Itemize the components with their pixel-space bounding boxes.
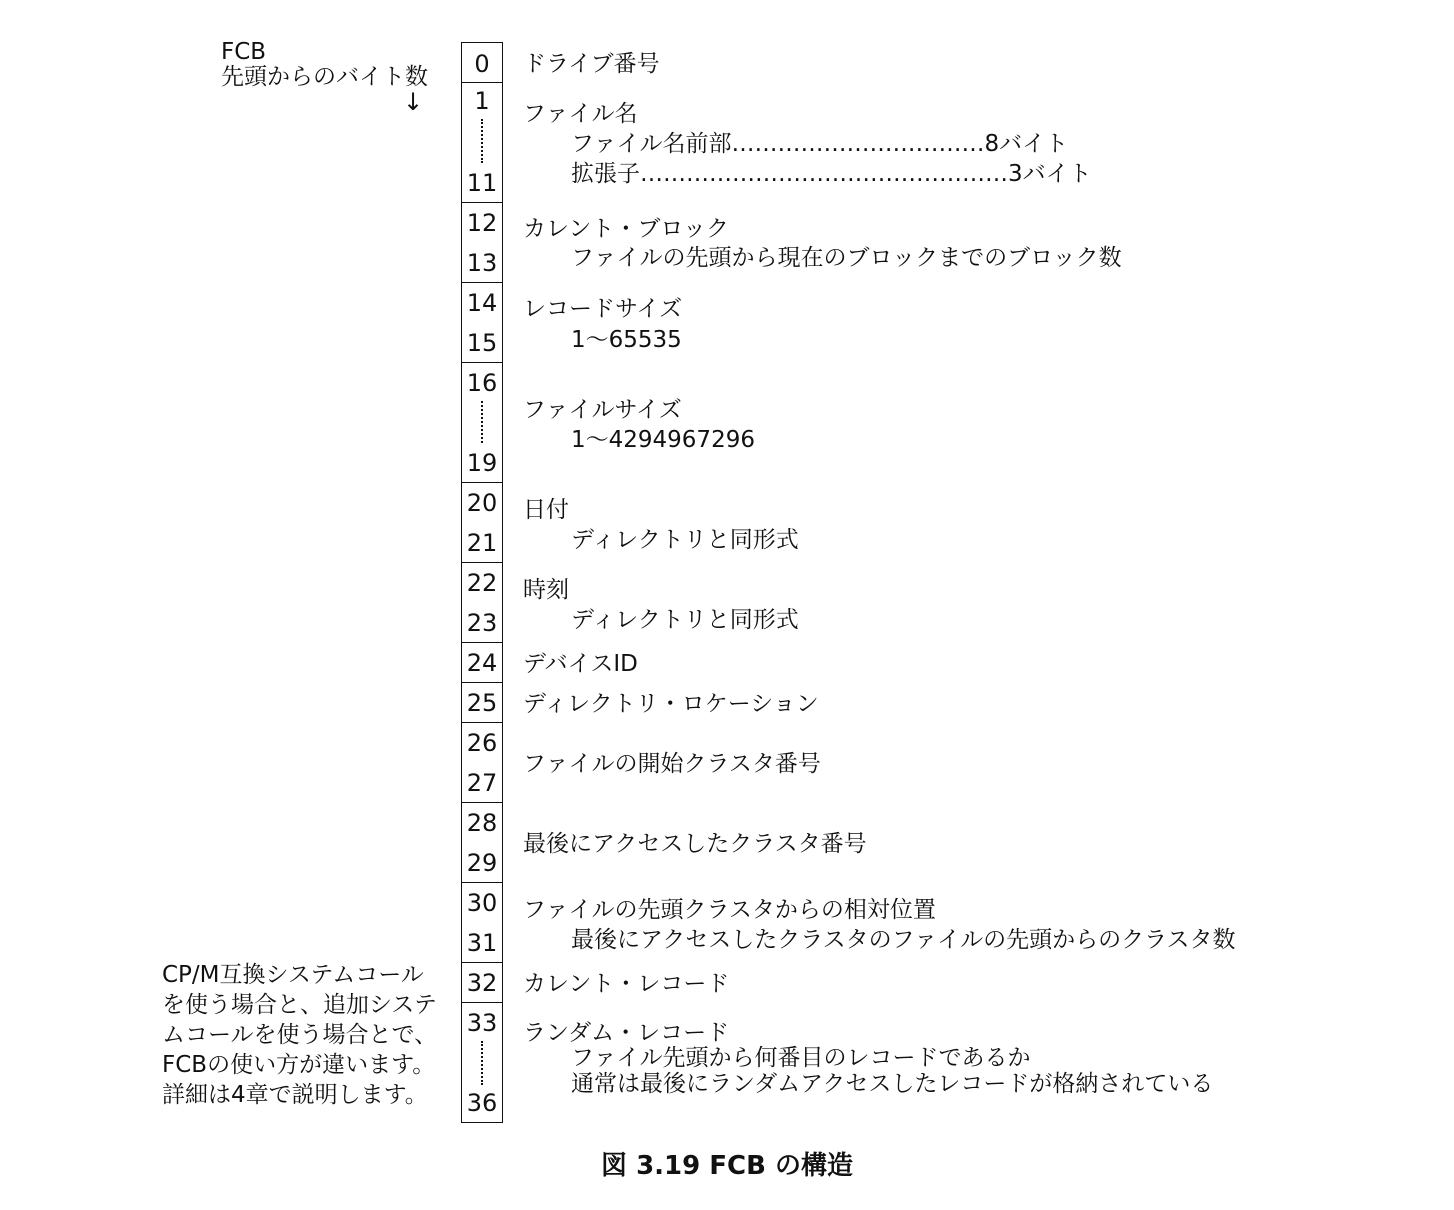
fcb-offset-column [461, 42, 503, 1123]
offset-label: 32 [466, 969, 498, 997]
range-dots [481, 401, 483, 443]
field-filename-title: ファイル名 [523, 101, 638, 127]
field-file-size-desc: 1〜4294967296 [571, 427, 755, 453]
note-line: CP/M互換システムコール [162, 962, 424, 988]
offset-label: 22 [466, 569, 498, 597]
offset-label: 33 [466, 1009, 498, 1037]
note-line: FCBの使い方が違います。 [162, 1052, 436, 1078]
block-file-size [462, 363, 502, 483]
field-current-block-title: カレント・ブロック [523, 216, 729, 242]
block-random-record [462, 1003, 502, 1123]
offset-label: 20 [466, 489, 498, 517]
field-current-record-title: カレント・レコード [523, 971, 730, 997]
offset-label: 16 [466, 369, 498, 397]
offset-label: 11 [466, 169, 498, 197]
block-date [462, 483, 502, 563]
field-dir-location-title: ディレクトリ・ロケーション [523, 691, 819, 717]
field-file-size-title: ファイルサイズ [523, 397, 682, 423]
figure-caption: 図 3.19 FCB の構造 [601, 1151, 853, 1181]
header-byte-offset-label: 先頭からのバイト数 [221, 64, 428, 90]
note-line: ムコールを使う場合とで、 [162, 1022, 438, 1048]
field-current-block-desc: ファイルの先頭から現在のブロックまでのブロック数 [571, 245, 1122, 271]
offset-label: 14 [466, 289, 498, 317]
block-drive [462, 43, 502, 83]
offset-label: 13 [466, 249, 498, 277]
down-arrow-icon: ↓ [403, 88, 424, 116]
field-filename-part1: ファイル名前部……………………………8バイト [571, 131, 1069, 157]
offset-label: 31 [466, 929, 498, 957]
block-current-record [462, 963, 502, 1003]
note-line: を使う場合と、追加システ [162, 992, 437, 1018]
field-relative-pos-desc: 最後にアクセスしたクラスタのファイルの先頭からのクラスタ数 [571, 927, 1236, 953]
offset-label: 28 [466, 809, 498, 837]
offset-label: 12 [466, 209, 498, 237]
block-dir-location [462, 683, 502, 723]
field-record-size-title: レコードサイズ [523, 296, 683, 322]
block-device-id [462, 643, 502, 683]
field-drive-title: ドライブ番号 [523, 51, 660, 77]
offset-label: 25 [466, 689, 498, 717]
field-record-size-desc: 1〜65535 [571, 327, 682, 353]
range-dots [481, 1041, 483, 1085]
offset-label: 26 [466, 729, 498, 757]
block-current-block [462, 203, 502, 283]
block-record-size [462, 283, 502, 363]
offset-label: 29 [466, 849, 498, 877]
field-random-record-desc2: 通常は最後にランダムアクセスしたレコードが格納されている [571, 1071, 1214, 1097]
field-start-cluster-title: ファイルの開始クラスタ番号 [523, 751, 821, 777]
offset-label: 27 [466, 769, 498, 797]
offset-label: 30 [466, 889, 498, 917]
offset-label: 23 [466, 609, 498, 637]
note-line: 詳細は4章で説明します。 [162, 1082, 428, 1108]
offset-label: 21 [466, 529, 498, 557]
offset-label: 36 [466, 1089, 498, 1117]
block-time [462, 563, 502, 643]
field-random-record-desc1: ファイル先頭から何番目のレコードであるか [571, 1045, 1031, 1071]
field-last-cluster-title: 最後にアクセスしたクラスタ番号 [523, 831, 867, 857]
block-last-cluster [462, 803, 502, 883]
header-fcb-label: FCB [221, 39, 267, 65]
offset-header [221, 40, 428, 90]
block-relative-pos [462, 883, 502, 963]
field-relative-pos-title: ファイルの先頭クラスタからの相対位置 [523, 897, 936, 923]
block-start-cluster [462, 723, 502, 803]
field-time-desc: ディレクトリと同形式 [571, 607, 799, 633]
offset-label: 15 [466, 329, 498, 357]
field-time-title: 時刻 [523, 577, 569, 603]
field-random-record-title: ランダム・レコード [523, 1020, 730, 1046]
range-dots [481, 119, 483, 163]
usage-note [162, 960, 437, 1110]
offset-label: 19 [466, 449, 498, 477]
field-filename-part2: 拡張子…………………………………………3バイト [571, 161, 1092, 187]
offset-label: 24 [466, 649, 498, 677]
offset-label: 0 [474, 50, 490, 78]
field-date-title: 日付 [523, 497, 569, 523]
field-device-id-title: デバイスID [523, 651, 638, 677]
offset-label: 1 [474, 87, 490, 115]
block-filename [462, 83, 502, 203]
field-date-desc: ディレクトリと同形式 [571, 527, 799, 553]
